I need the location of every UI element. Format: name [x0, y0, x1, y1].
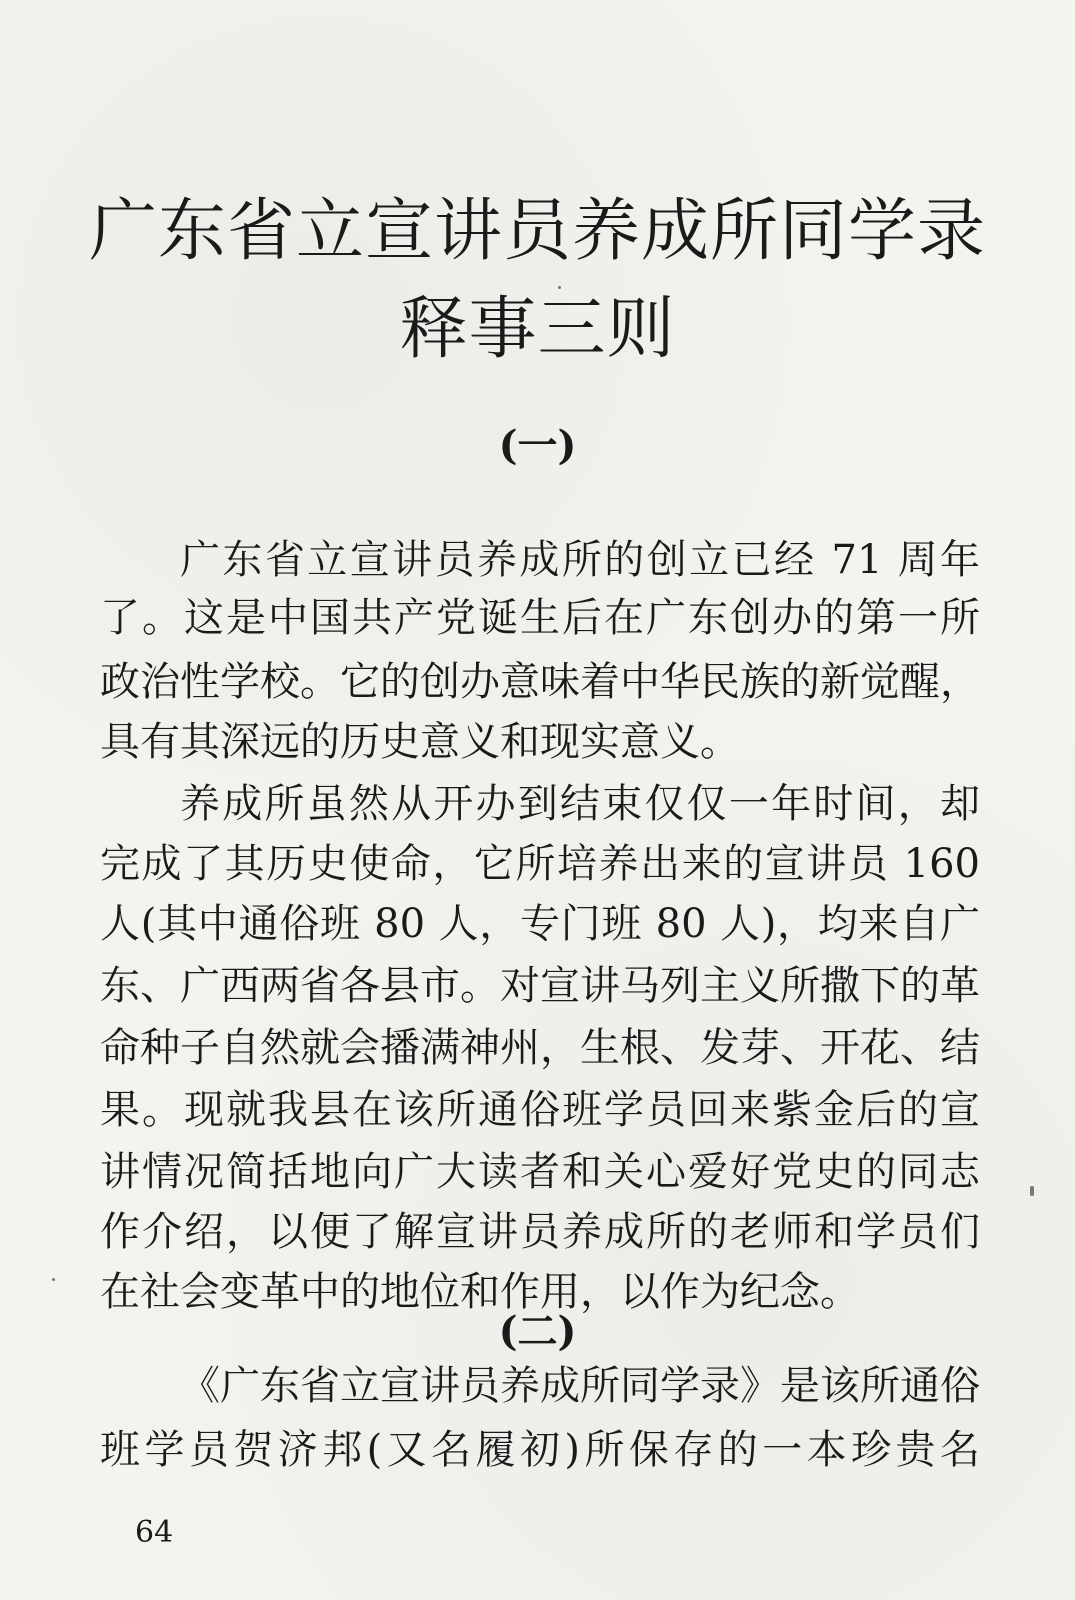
scan-speck [558, 286, 561, 289]
paragraph-line: 讲情况简括地向广大读者和关心爱好党史的同志 [100, 1149, 980, 1195]
page-number: 64 [135, 1515, 174, 1550]
section-heading-2: (二) [498, 1308, 577, 1355]
scan-speck [1030, 1186, 1034, 1196]
paragraph-line: 东、广西两省各县市。对宣讲马列主义所撒下的革 [100, 963, 980, 1009]
paragraph-line: 果。现就我县在该所通俗班学员回来紫金后的宣 [100, 1087, 980, 1133]
paragraph-line: 命种子自然就会播满神州，生根、发芽、开花、结 [100, 1025, 980, 1071]
paragraph-line: 广东省立宣讲员养成所的创立已经 71 周年 [180, 537, 980, 583]
paragraph-line: 了。这是中国共产党诞生后在广东创办的第一所 [100, 595, 980, 641]
paragraph-line: 班学员贺济邦(又名履初)所保存的一本珍贵名 [100, 1427, 980, 1473]
paragraph-line: 政治性学校。它的创办意味着中华民族的新觉醒， [100, 659, 980, 705]
document-title-line-1: 广东省立宣讲员养成所同学录 [88, 192, 986, 271]
paragraph-line: 人(其中通俗班 80 人，专门班 80 人)，均来自广 [100, 901, 980, 947]
paragraph-line: 在社会变革中的地位和作用，以作为纪念。 [100, 1269, 860, 1315]
paragraph-line: 作介绍，以便了解宣讲员养成所的老师和学员们 [100, 1209, 980, 1255]
scan-speck [52, 1278, 55, 1281]
paragraph-line: 具有其深远的历史意义和现实意义。 [100, 719, 740, 765]
paragraph-line: 养成所虽然从开办到结束仅仅一年时间，却 [180, 781, 980, 827]
paragraph-line: 完成了其历史使命，它所培养出来的宣讲员 160 [100, 841, 980, 887]
document-title-line-2: 释事三则 [399, 290, 676, 369]
paragraph-line: 《广东省立宣讲员养成所同学录》是该所通俗 [180, 1363, 980, 1409]
section-heading-1: (一) [498, 422, 577, 469]
